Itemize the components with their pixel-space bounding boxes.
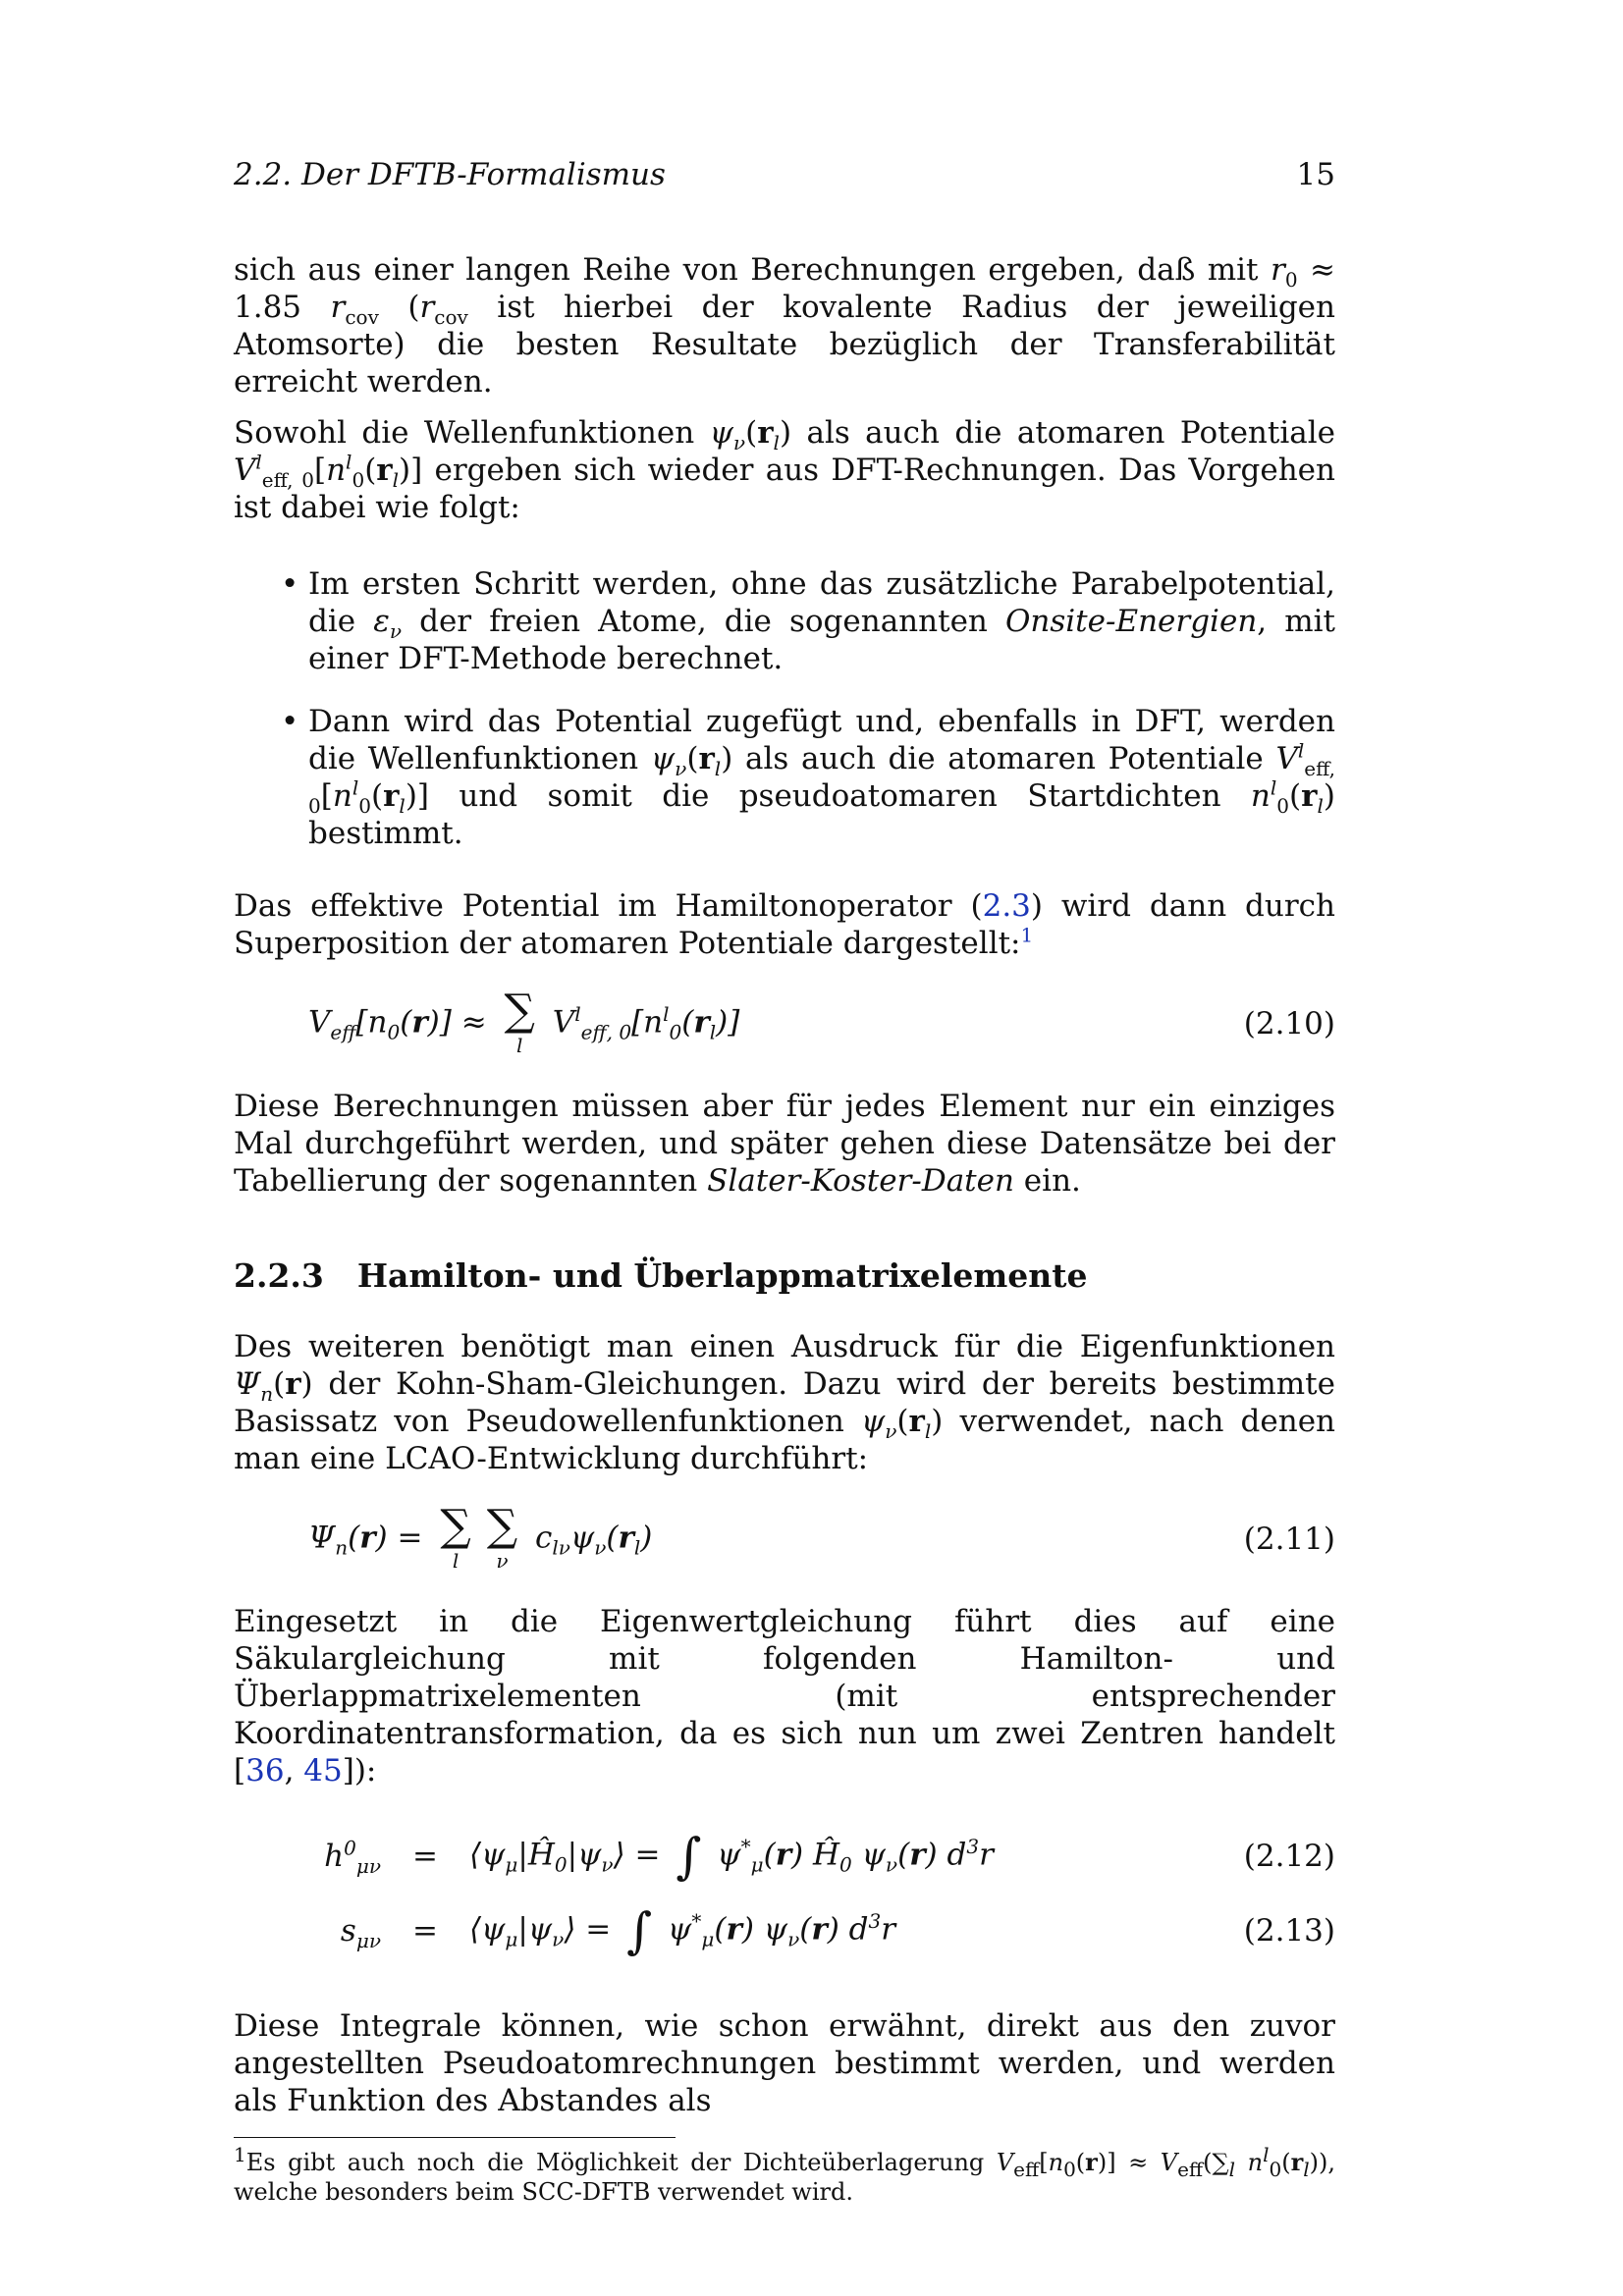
paragraph: Eingesetzt in die Eigenwertgleichung führt dies auf eine Säkulargleichung mit folgenden Hamilton- und Überlappmatrixelementen (mit entsprechender Koordinatentransformation, da es sich nun um zwei Zentren handelt [36, 45]): — [234, 1604, 1335, 1789]
paragraph: Sowohl die Wellenfunktionen $\psi_\nu(r_l)$ als auch die atomaren Potentiale $V^l_{eff, 0}[n^l_0(r_l)]$ ergeben sich wieder aus DFT-Rechnungen. Das Vorgehen ist dabei wie folgt: — [234, 415, 1335, 525]
list-item: • Dann wird das Potential zugefügt und, ebenfalls in DFT, werden die Wellenfunktionen $\psi_\nu(r_l)$ als auch die atomaren Potentiale $V^l_{eff, 0}[n^l_0(r_l)]$ und somit die pseudoatomaren Startdichten $n^l_0(r_l)$ bestimmt. — [281, 704, 1335, 851]
equation-array — [234, 1819, 1335, 1968]
section-title: Hamilton- und Überlappmatrixelemente — [356, 1256, 1088, 1295]
paragraph: Diese Integrale können, wie schon erwähnt, direkt aus den zuvor angestellten Pseudoatomrechnungen bestimmt werden, und werden als Funktion des Abstandes als — [234, 2008, 1335, 2118]
bullet-icon: • — [281, 566, 299, 602]
equation-number: (2.12) — [1243, 1839, 1335, 1874]
equation-2-13: $s_{\mu\nu}$ = $⟨\psi_\mu|\psi_\nu⟩$ = ∫ $\psi^*_\mu(r)$ $\psi_\nu(r)$ $d^3r$ (2.13) — [340, 1902, 1335, 1959]
paragraph: Diese Berechnungen müssen aber für jedes Element nur ein einziges Mal durchgeführt werden, und später gehen diese Datensätze bei der Tabellierung der sogenannten Slater-Koster-Daten ein. — [234, 1089, 1335, 1199]
list-item: • Im ersten Schritt werden, ohne das zusätzliche Parabelpotential, die $\varepsilon_\nu$ der freien Atome, die sogenannten Onsite-Energien, mit einer DFT-Methode berechnet. — [281, 566, 1335, 676]
equation-number: (2.10) — [1243, 1006, 1335, 1041]
bullet-icon: • — [281, 704, 299, 739]
equation-number: (2.13) — [1243, 1913, 1335, 1949]
paragraph: Das effektive Potential im Hamiltonoperator (2.3) wird dann durch Superposition der atomaren Potentiale dargestellt:$^1$ — [234, 888, 1336, 961]
equation-2-12: $h^0_{\mu\nu}$ = $⟨\psi_\mu|Ĥ_0|\psi_\nu⟩$ = ∫ $\psi^*_\mu(r)$ $Ĥ_0$ $\psi_\nu(r)$ $d^3r$ (2.12) — [324, 1828, 1335, 1885]
citation-link[interactable]: 45 — [303, 1753, 343, 1789]
paragraph: Des weiteren benötigt man einen Ausdruck für die Eigenfunktionen $\Psi_n(r)$ der Kohn-Sham-Gleichungen. Dazu wird der bereits bestimmte Basissatz von Pseudowellenfunktionen $\psi_\nu(r_l)$ verwendet, nach denen man eine LCAO-Entwicklung durchführt: — [234, 1329, 1335, 1476]
equation-2-10: $V_{eff}[n_0(r)]$ ≈ ∑ l $V^l_{eff, 0}[n^l_0(r_l)]$ (2.10) — [308, 986, 1335, 1057]
footnote-link[interactable]: 1 — [1020, 923, 1034, 947]
page-number: 15 — [1296, 157, 1335, 192]
footnote-mark: 1 — [234, 2143, 246, 2166]
section-heading — [234, 1256, 1335, 1295]
chapter-title: 2.2. Der DFTB-Formalismus — [234, 157, 666, 192]
footnote-rule — [234, 2137, 676, 2138]
section-number: 2.2.3 — [234, 1256, 324, 1295]
bullet-list — [234, 565, 1335, 852]
page — [234, 157, 1335, 2207]
equation-2-11: $\Psi_n(r)$ = ∑ l ∑ ν $c_{l\nu}\psi_\nu(r_l)$ (2.11) — [308, 1501, 1335, 1573]
paragraph: sich aus einer langen Reihe von Berechnungen ergeben, daß mit $r_0 \approx 1.85$ $r_{cov}$ ($r_{cov}$ ist hierbei der kovalente Radius der jeweiligen Atomsorte) die besten Resultate bezüglich der Transferabilität erreicht werden. — [234, 252, 1335, 400]
footnote: $^1$Es gibt auch noch die Möglichkeit der Dichteüberlagerung $V_{eff}[n_0(r)] \approx V_{eff}(\sum_l$ $n^l_0(r_l)$), welche besonders beim SCC-DFTB verwendet wird. — [234, 2143, 1336, 2206]
running-head — [234, 157, 1335, 192]
equation-reference-link[interactable]: 2.3 — [982, 888, 1031, 924]
equation-number: (2.11) — [1243, 1522, 1335, 1557]
citation-link[interactable]: 36 — [245, 1753, 285, 1789]
